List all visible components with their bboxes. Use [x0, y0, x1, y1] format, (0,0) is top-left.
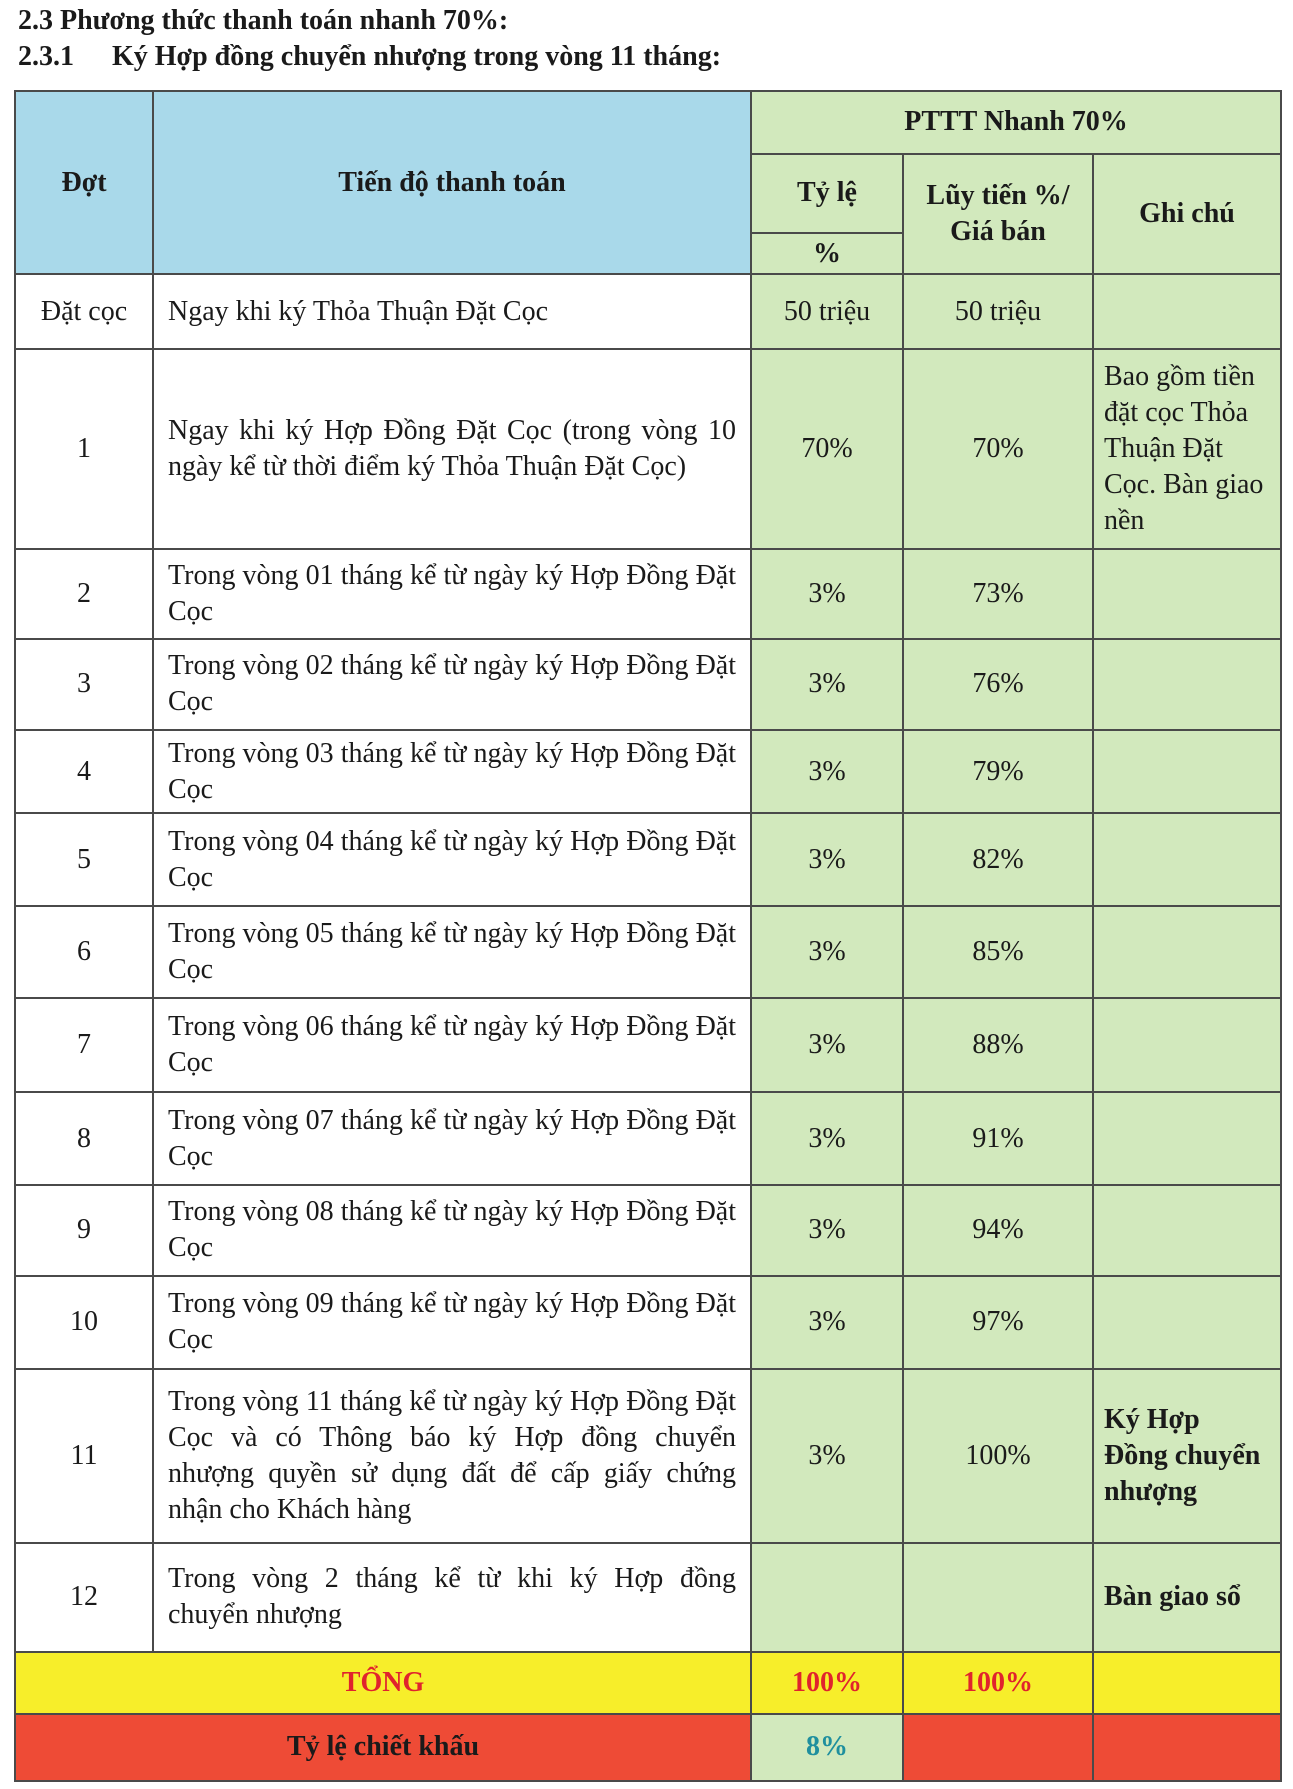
row-rate: 3%	[751, 730, 903, 813]
row-note	[1093, 1185, 1281, 1276]
row-dot: 12	[15, 1543, 153, 1653]
table-row	[15, 274, 1281, 349]
row-progress: Trong vòng 07 tháng kể từ ngày ký Hợp Đồng Đặt Cọc	[153, 1092, 751, 1184]
table-row	[15, 1369, 1281, 1543]
row-cumulative: 76%	[903, 639, 1093, 730]
row-progress: Trong vòng 01 tháng kể từ ngày ký Hợp Đồng Đặt Cọc	[153, 549, 751, 639]
row-note	[1093, 813, 1281, 905]
table-row	[15, 730, 1281, 813]
row-progress: Trong vòng 08 tháng kể từ ngày ký Hợp Đồng Đặt Cọc	[153, 1185, 751, 1276]
row-dot: 10	[15, 1276, 153, 1369]
header-dot: Đợt	[15, 91, 153, 274]
table-row	[15, 998, 1281, 1092]
row-progress: Trong vòng 11 tháng kể từ ngày ký Hợp Đồng Đặt Cọc và có Thông báo ký Hợp đồng chuyển nhượng quyền sử dụng đất để cấp giấy chứng nhận cho Khách hàng	[153, 1369, 751, 1543]
row-rate: 3%	[751, 813, 903, 905]
row-note: Bao gồm tiền đặt cọc Thỏa Thuận Đặt Cọc. Bàn giao nền	[1093, 349, 1281, 549]
row-dot: 11	[15, 1369, 153, 1543]
row-rate: 3%	[751, 1276, 903, 1369]
row-rate	[751, 1543, 903, 1653]
table-row	[15, 813, 1281, 905]
row-rate: 70%	[751, 349, 903, 549]
header-note: Ghi chú	[1093, 154, 1281, 275]
discount-empty-cumulative	[903, 1714, 1093, 1781]
header-progress: Tiến độ thanh toán	[153, 91, 751, 274]
table-row	[15, 1276, 1281, 1369]
total-note	[1093, 1652, 1281, 1713]
row-progress: Trong vòng 06 tháng kể từ ngày ký Hợp Đồng Đặt Cọc	[153, 998, 751, 1092]
row-rate: 3%	[751, 639, 903, 730]
row-dot: 2	[15, 549, 153, 639]
row-rate: 3%	[751, 549, 903, 639]
row-cumulative: 82%	[903, 813, 1093, 905]
row-cumulative: 85%	[903, 906, 1093, 998]
row-note	[1093, 998, 1281, 1092]
total-label: TỔNG	[15, 1652, 751, 1713]
table-row	[15, 1185, 1281, 1276]
row-progress: Trong vòng 05 tháng kể từ ngày ký Hợp Đồng Đặt Cọc	[153, 906, 751, 998]
subsection-title: Ký Hợp đồng chuyển nhượng trong vòng 11 tháng:	[112, 41, 722, 72]
subsection-heading	[18, 40, 721, 74]
row-rate: 50 triệu	[751, 274, 903, 349]
discount-row	[15, 1714, 1281, 1781]
row-note	[1093, 1092, 1281, 1184]
total-cumulative: 100%	[903, 1652, 1093, 1713]
row-cumulative: 50 triệu	[903, 274, 1093, 349]
row-rate: 3%	[751, 1185, 903, 1276]
row-rate: 3%	[751, 998, 903, 1092]
row-dot: 6	[15, 906, 153, 998]
table-row	[15, 349, 1281, 549]
row-progress: Trong vòng 03 tháng kể từ ngày ký Hợp Đồng Đặt Cọc	[153, 730, 751, 813]
row-dot: Đặt cọc	[15, 274, 153, 349]
row-cumulative: 70%	[903, 349, 1093, 549]
row-rate: 3%	[751, 1369, 903, 1543]
row-dot: 4	[15, 730, 153, 813]
row-progress: Trong vòng 04 tháng kể từ ngày ký Hợp Đồng Đặt Cọc	[153, 813, 751, 905]
section-heading: 2.3 Phương thức thanh toán nhanh 70%:	[18, 5, 509, 36]
row-rate: 3%	[751, 1092, 903, 1184]
row-cumulative: 88%	[903, 998, 1093, 1092]
row-note	[1093, 274, 1281, 349]
row-dot: 7	[15, 998, 153, 1092]
row-cumulative: 100%	[903, 1369, 1093, 1543]
payment-schedule-table	[14, 90, 1282, 1782]
row-note	[1093, 549, 1281, 639]
row-note	[1093, 1276, 1281, 1369]
row-progress: Ngay khi ký Hợp Đồng Đặt Cọc (trong vòng 10 ngày kể từ thời điểm ký Thỏa Thuận Đặt Cọc)	[153, 349, 751, 549]
table-row	[15, 1543, 1281, 1653]
row-dot: 9	[15, 1185, 153, 1276]
total-row	[15, 1652, 1281, 1713]
header-group: PTTT Nhanh 70%	[751, 91, 1281, 154]
row-note	[1093, 730, 1281, 813]
row-dot: 8	[15, 1092, 153, 1184]
discount-empty-note	[1093, 1714, 1281, 1781]
table-row	[15, 639, 1281, 730]
row-dot: 1	[15, 349, 153, 549]
row-cumulative: 94%	[903, 1185, 1093, 1276]
row-progress: Ngay khi ký Thỏa Thuận Đặt Cọc	[153, 274, 751, 349]
row-note	[1093, 906, 1281, 998]
row-progress: Trong vòng 02 tháng kể từ ngày ký Hợp Đồng Đặt Cọc	[153, 639, 751, 730]
table-row	[15, 549, 1281, 639]
row-cumulative: 91%	[903, 1092, 1093, 1184]
row-cumulative: 79%	[903, 730, 1093, 813]
subsection-number: 2.3.1	[18, 41, 74, 72]
row-note: Ký Hợp Đồng chuyển nhượng	[1093, 1369, 1281, 1543]
row-cumulative	[903, 1543, 1093, 1653]
discount-label: Tỷ lệ chiết khấu	[15, 1714, 751, 1781]
row-note: Bàn giao sổ	[1093, 1543, 1281, 1653]
header-rate-unit: %	[751, 233, 903, 275]
discount-value: 8%	[751, 1714, 903, 1781]
table-row	[15, 906, 1281, 998]
row-progress: Trong vòng 2 tháng kể từ khi ký Hợp đồng chuyển nhượng	[153, 1543, 751, 1653]
row-cumulative: 73%	[903, 549, 1093, 639]
row-progress: Trong vòng 09 tháng kể từ ngày ký Hợp Đồng Đặt Cọc	[153, 1276, 751, 1369]
header-cumulative: Lũy tiến %/ Giá bán	[903, 154, 1093, 275]
header-rate: Tỷ lệ	[751, 154, 903, 233]
row-rate: 3%	[751, 906, 903, 998]
row-dot: 3	[15, 639, 153, 730]
table-row	[15, 1092, 1281, 1184]
row-cumulative: 97%	[903, 1276, 1093, 1369]
row-note	[1093, 639, 1281, 730]
total-rate: 100%	[751, 1652, 903, 1713]
row-dot: 5	[15, 813, 153, 905]
